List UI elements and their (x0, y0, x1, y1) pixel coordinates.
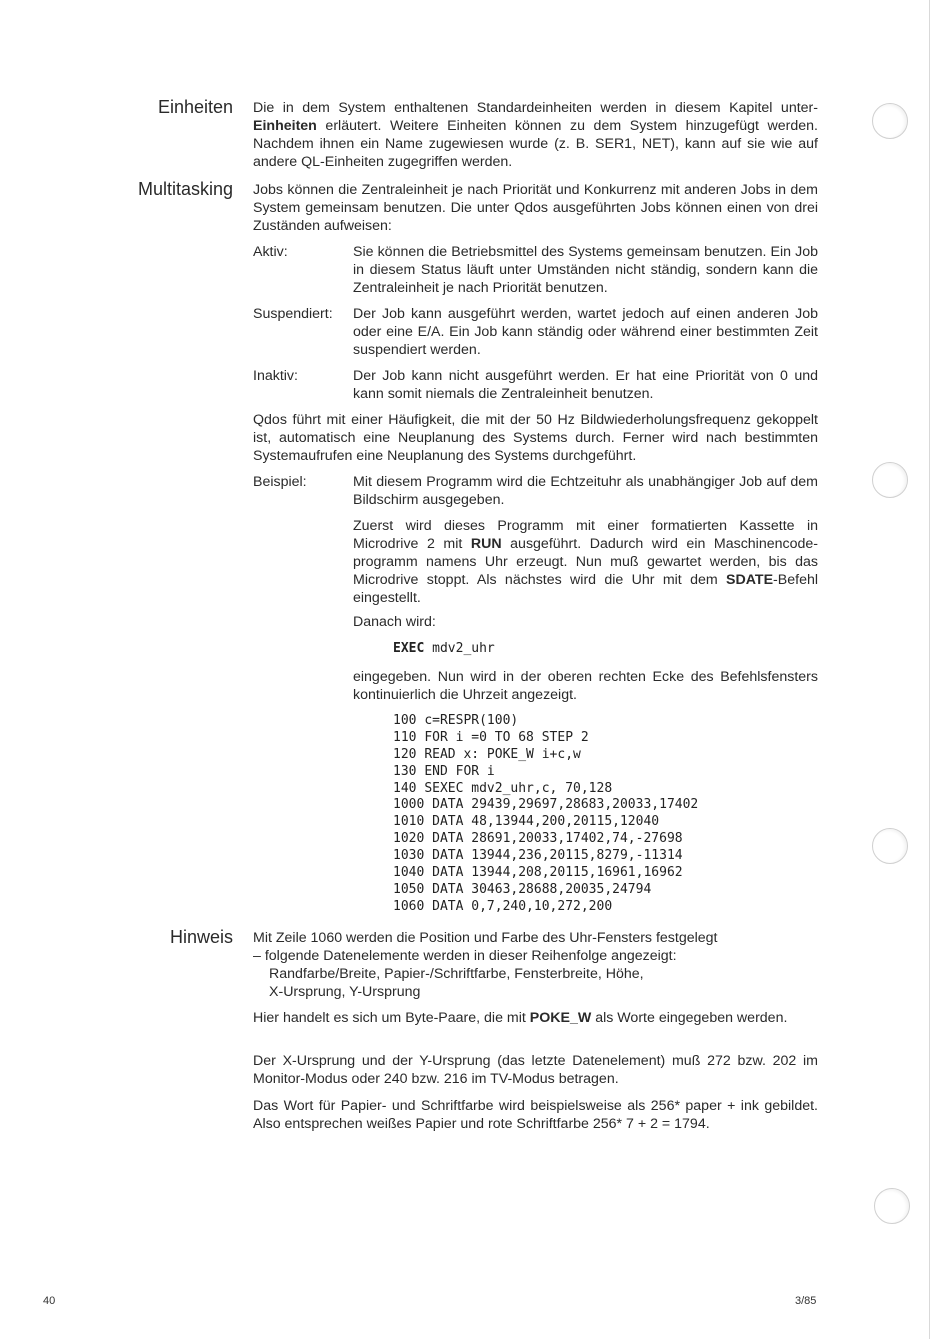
para2-text-b: ausgeführt. Dadurch wird ein Maschinencode-programm namens Uhr erzeugt. Nun muß gewartet werden, bis das Microdrive stoppt. Als nächstes wird die Uhr mit dem (353, 536, 818, 588)
program-line (393, 847, 818, 864)
program-line (393, 830, 818, 847)
example-label: Beispiel: (253, 474, 307, 490)
state-label-aktiv: Aktiv: (253, 244, 288, 260)
line-number: 110 (393, 729, 417, 745)
line-number: 120 (393, 746, 417, 762)
hinweis-line-3: Randfarbe/Breite, Papier-/Schriftfarbe, Fensterbreite, Höhe, (269, 966, 644, 982)
run-keyword: RUN (470, 536, 502, 552)
program-listing (393, 712, 818, 915)
para2-text-c: -Befehl eingestellt. (353, 572, 818, 606)
program-line (393, 796, 818, 813)
hinweis-paragraph-3: Das Wort für Papier- und Schriftfarbe wird beispielsweise als 256* paper + ink gebildet. Also entsprechen weißes Papier und rote Schriftfarbe 256* 7 + 2 = 1794. (253, 1098, 818, 1132)
binder-hole (872, 828, 908, 864)
exec-command (393, 640, 818, 657)
line-code: SEXEC mdv2_uhr,c, 70,128 (424, 780, 613, 796)
einheiten-text-bold: Einheiten (253, 118, 317, 134)
binder-hole (872, 103, 908, 139)
line-code: DATA 13944,236,20115,8279,-11314 (432, 848, 683, 864)
page-number: 40 (43, 1295, 56, 1307)
line-code: DATA 29439,29697,28683,20033,17402 (432, 797, 699, 813)
qdos-paragraph: Qdos führt mit einer Häufigkeit, die mit der 50 Hz Bildwiederholungsfrequenz gekoppelt ist, automatisch eine Neuplanung des Systems durch. Ferner wird nach bestimmten Systemaufrufen eine Neuplanung des Systems durchgeführt. (253, 412, 818, 464)
line-code: FOR i =0 TO 68 STEP 2 (424, 729, 589, 745)
state-label-inaktiv: Inaktiv: (253, 368, 298, 384)
einheiten-text-a: Die in dem System enthaltenen Standardeinheiten werden in diesem Kapitel unter- (253, 100, 818, 116)
einheiten-text-b: erläutert. Weitere Einheiten können zu dem System hinzugefügt werden. Nachdem ihnen ein Name zugewiesen wurde (z. B. SER1, NET), kann auf sie wie auf andere QL-Einheiten zugegriffen werden. (253, 118, 818, 170)
program-line (393, 881, 818, 898)
line-code: DATA 28691,20033,17402,74,-27698 (432, 831, 683, 847)
line-number: 1030 (393, 848, 425, 864)
line-code: c=RESPR(100) (424, 713, 519, 728)
einheiten-paragraph (253, 99, 818, 171)
program-line (393, 763, 818, 780)
example-text: Mit diesem Programm wird die Echtzeituhr als unabhängiger Job auf dem Bildschirm ausgegeben. (353, 474, 818, 508)
hinweis-line-2: – folgende Datenelemente werden in dieser Reihenfolge angezeigt: (253, 948, 677, 964)
line-code: DATA 13944,208,20115,16961,16962 (432, 865, 683, 881)
binder-hole (874, 1188, 910, 1224)
program-line (393, 729, 818, 746)
after-exec-text: eingegeben. Nun wird in der oberen rechten Ecke des Befehlsfensters kontinuierlich die Uhrzeit angezeigt. (353, 669, 818, 703)
line-number: 1040 (393, 865, 425, 881)
page-date: 3/85 (795, 1295, 817, 1307)
state-text-aktiv: Sie können die Betriebsmittel des Systems gemeinsam benutzen. Ein Job in diesem Status läuft unter Umständen nicht ständig, sondern kann die Zentraleinheit je nach Priorität benutzen. (353, 244, 818, 296)
heading-einheiten: Einheiten (157, 97, 233, 117)
program-line (393, 712, 818, 729)
line-number: 140 (393, 780, 417, 796)
program-line (393, 864, 818, 881)
hinweis-line-1: Mit Zeile 1060 werden die Position und Farbe des Uhr-Fensters festgelegt (253, 930, 718, 946)
state-text-suspendiert: Der Job kann ausgeführt werden, wartet jedoch auf einen anderen Job oder eine E/A. Ein Job kann ständig oder während einer bestimmten Zeit suspendiert werden. (353, 306, 818, 358)
line-number: 1000 (393, 797, 425, 813)
program-line (393, 780, 818, 797)
hinweis-line-4: X-Ursprung, Y-Ursprung (269, 984, 421, 1000)
line-number: 100 (393, 713, 417, 728)
multitasking-intro: Jobs können die Zentraleinheit je nach Priorität und Konkurrenz mit anderen Jobs in dem System gemeinsam benutzen. Die unter Qdos ausgeführten Jobs können einen von drei Zuständen aufweisen: (253, 182, 818, 234)
line-number: 1060 (393, 898, 425, 914)
line-number: 130 (393, 763, 417, 779)
program-line (393, 813, 818, 830)
heading-multitasking: Multitasking (137, 179, 233, 199)
state-text-inaktiv: Der Job kann nicht ausgeführt werden. Er hat eine Priorität von 0 und kann somit niemals die Zentraleinheit benutzen. (353, 368, 818, 402)
line-code: DATA 48,13944,200,20115,12040 (432, 814, 660, 830)
hinweis-paragraph-1 (253, 1009, 818, 1027)
program-line (393, 898, 818, 915)
line-number: 1010 (393, 814, 425, 830)
danach-text: Danach wird: (353, 614, 436, 630)
program-line (393, 746, 818, 763)
exec-keyword: EXEC (393, 641, 425, 656)
hinweis-para-a: Hier handelt es sich um Byte-Paare, die mit (253, 1010, 530, 1026)
line-code: DATA 0,7,240,10,272,200 (432, 898, 613, 914)
line-number: 1050 (393, 881, 425, 897)
hinweis-paragraph-2: Der X-Ursprung und der Y-Ursprung (das letzte Datenelement) muß 272 bzw. 202 im Monitor-Modus oder 240 bzw. 216 im TV-Modus betragen. (253, 1053, 818, 1087)
poke-w-keyword: POKE_W (529, 1010, 592, 1026)
hinweis-list (253, 929, 818, 1001)
hinweis-para-b: als Worte eingegeben werden. (591, 1010, 788, 1026)
page-edge-line (929, 0, 930, 1339)
line-number: 1020 (393, 831, 425, 847)
binder-hole (872, 462, 908, 498)
heading-hinweis: Hinweis (169, 927, 233, 947)
state-label-suspendiert: Suspendiert: (253, 306, 333, 322)
line-code: DATA 30463,28688,20035,24794 (432, 881, 652, 897)
line-code: READ x: POKE_W i+c,w (424, 746, 581, 762)
sdate-keyword: SDATE (726, 572, 774, 588)
exec-argument: mdv2_uhr (424, 641, 495, 656)
para2-text-a: Zuerst wird dieses Programm mit einer formatierten Kassette in Microdrive 2 mit (353, 518, 818, 552)
line-code: END FOR i (424, 763, 495, 779)
example-paragraph-2 (353, 517, 818, 607)
